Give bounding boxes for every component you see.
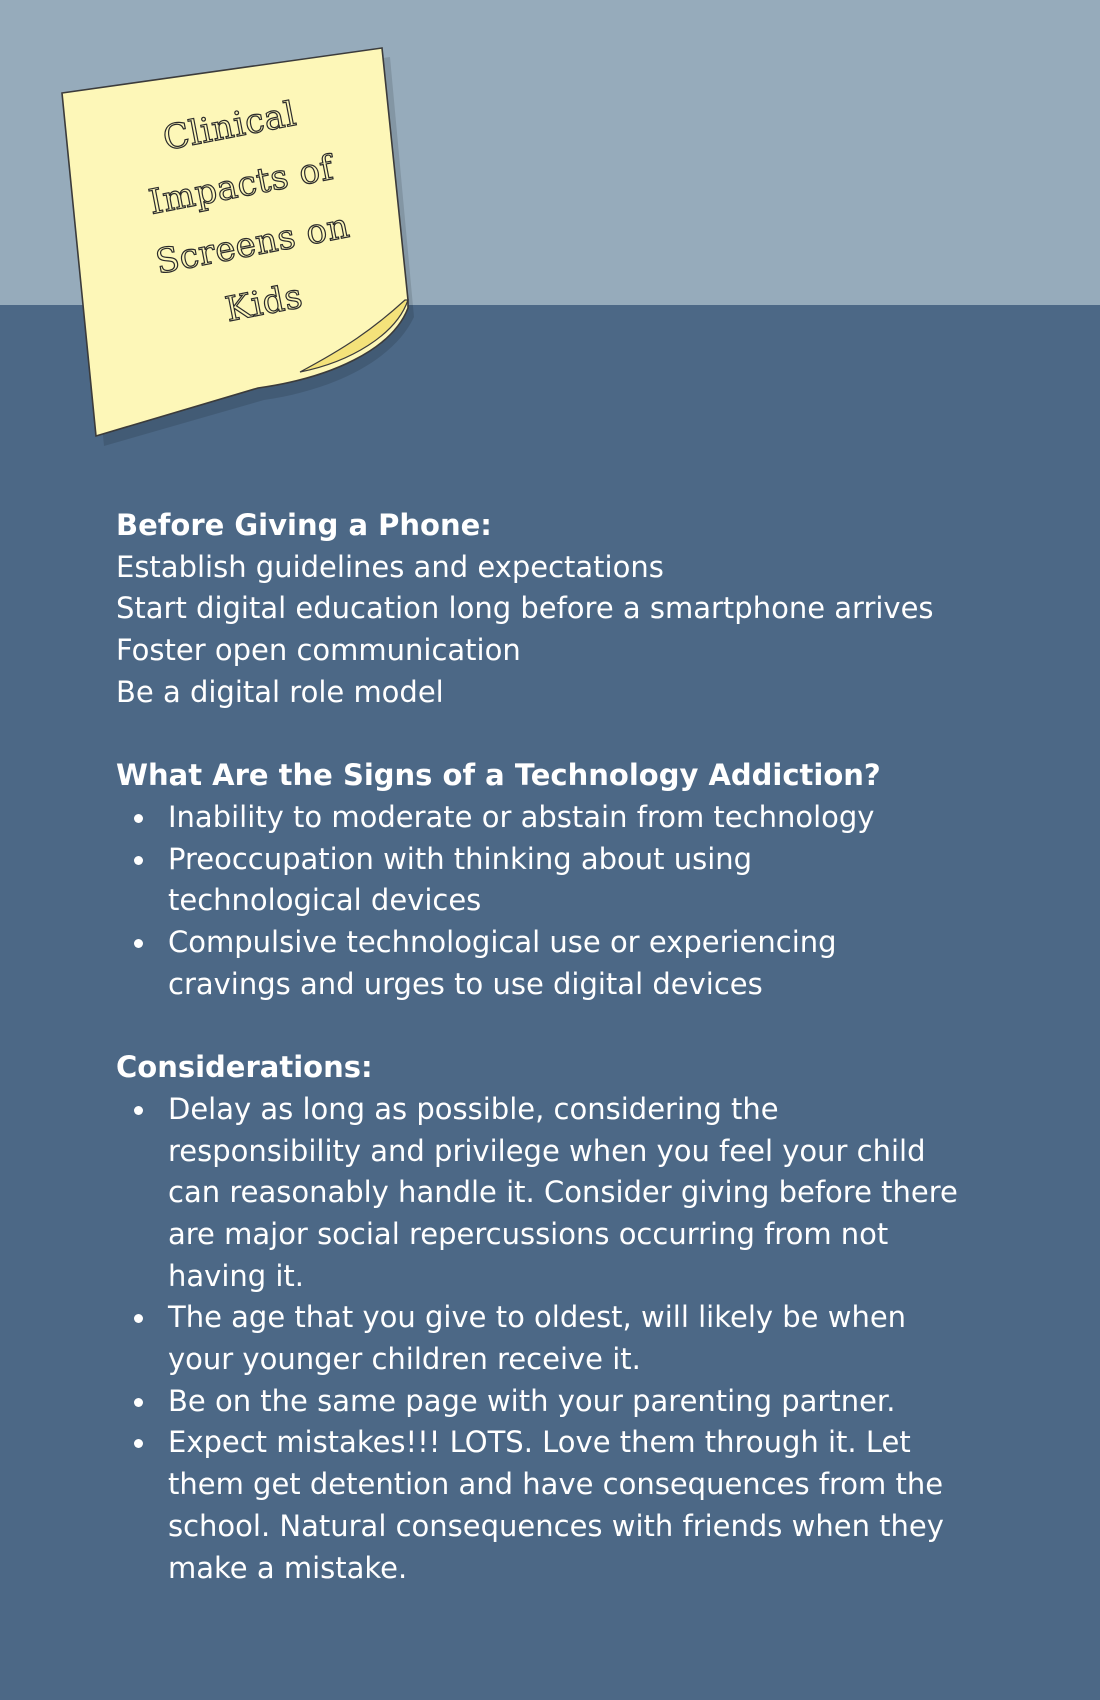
note-title-line: Clinical <box>159 93 300 159</box>
before-line: Establish guidelines and expectations <box>116 549 664 584</box>
list-item <box>168 839 788 922</box>
note-title-line: Kids <box>222 276 306 331</box>
bullet-icon <box>134 1106 143 1115</box>
bullet-icon <box>134 856 143 865</box>
list-item <box>168 922 858 1005</box>
list-item-text: Preoccupation with thinking about using technological devices <box>168 841 753 918</box>
considerations-heading: Considerations: <box>116 1050 373 1085</box>
signs-heading: What Are the Signs of a Technology Addiction? <box>116 758 881 793</box>
bullet-icon <box>134 1439 143 1448</box>
list-item-text: The age that you give to oldest, will likely be when your younger children receive it. <box>168 1300 907 1377</box>
bullet-icon <box>134 939 143 948</box>
before-line: Be a digital role model <box>116 674 444 709</box>
note-title-line: Impacts of <box>145 147 337 223</box>
list-item-text: Delay as long as possible, considering the responsibility and privilege when you feel your child can reasonably handle it. Consider giving before there are major social repercussions occurring from not having it. <box>168 1091 958 1293</box>
list-item <box>168 797 1016 839</box>
section-gap <box>116 714 1016 756</box>
note-title-line: Screens on <box>152 205 353 283</box>
before-line: Foster open communication <box>116 633 521 668</box>
content <box>116 505 1016 1589</box>
list-item <box>168 1089 968 1298</box>
list-item <box>168 1381 968 1423</box>
section-gap <box>116 1005 1016 1047</box>
before-line: Start digital education long before a smartphone arrives <box>116 591 934 626</box>
list-item-text: Expect mistakes!!! LOTS. Love them through it. Let them get detention and have consequences from the school. Natural consequences with friends when they make a mistake. <box>168 1425 944 1585</box>
considerations-list <box>116 1089 1016 1589</box>
bullet-icon <box>134 1398 143 1407</box>
before-heading: Before Giving a Phone: <box>116 508 492 542</box>
bullet-icon <box>134 1314 143 1323</box>
list-item-text: Compulsive technological use or experiencing cravings and urges to use digital devices <box>168 925 837 1001</box>
list-item-text: Inability to moderate or abstain from technology <box>168 799 875 834</box>
list-item <box>168 1422 978 1589</box>
bullet-icon <box>134 814 143 823</box>
list-item <box>168 1297 948 1380</box>
list-item-text: Be on the same page with your parenting partner. <box>168 1383 896 1418</box>
signs-list <box>116 797 1016 1006</box>
